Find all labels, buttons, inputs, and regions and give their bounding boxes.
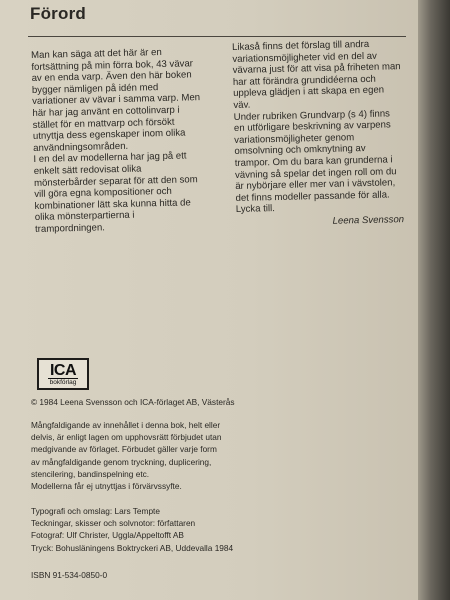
rights-line: av mångfaldigande genom tryckning, duplicering, (31, 456, 212, 467)
preface-right-column (232, 38, 404, 229)
page-title: Förord (30, 4, 86, 23)
rights-line: medgivande av förlaget. Förbudet gäller varje form (31, 444, 217, 455)
title-rule (28, 36, 406, 37)
preface-paragraph: Under rubriken Grundvarp (s 4) finns en utförligare beskrivning av varpens variationsmöjligheter genom omsolvning och omknytning av trampor. Om du bara kan grunderna i vävning så spelar det ingen roll om du är nybörjare eller mer van i vävstolen, det finns modeller passande för alla. Lycka till. (233, 108, 397, 216)
preface-paragraph: Likaså finns det förslag till andra variationsmöjligheter vid en del av vävarna just för att visa på friheten man har att förändra grundidéerna och uppleva glädjen i att skapa en egen väv. (232, 38, 401, 111)
preface-paragraph: Man kan säga att det här är en fortsättning på min förra bok, 43 vävar av en enda varp. Även den här boken bygger nämligen på idén med variationer av vävar i samma varp. Men här har jag använt en cottolinvarp i stället för en mattvarp och försökt utnyttja dess egenskaper inom olika användningsområden. (31, 47, 201, 154)
rights-line: delvis, är enligt lagen om upphovsrätt förbjudet utan (31, 432, 222, 443)
rights-notice (31, 419, 401, 492)
logo-brand: ICA (49, 361, 77, 379)
author-signature: Leena Svensson (332, 214, 405, 227)
rights-line: Modellerna får ej utnyttjas i förvärvssyfte. (31, 481, 182, 492)
credits-list (31, 505, 401, 554)
preface-paragraph: I en del av modellerna har jag på ett enkelt sätt redovisat olika mönsterbårder separat för att den som vill göra egna kompositioner och kombinationer lätt ska kunna hitta de olika mönsterpartierna i trampordningen. (33, 150, 198, 235)
credit-line: Typografi och omslag: Lars Tempte (31, 506, 160, 516)
credit-line: Fotograf: Ulf Christer, Uggla/Appeltofft AB (31, 530, 184, 541)
rights-line: stencilering, bandinspelning etc. (31, 468, 150, 479)
preface-left-column (31, 46, 203, 235)
isbn-line: ISBN 91-534-0850-0 (31, 570, 108, 580)
ica-publisher-logo (37, 358, 89, 390)
credit-line: Tryck: Bohusläningens Boktryckeri AB, Uddevalla 1984 (31, 542, 234, 553)
copyright-line: © 1984 Leena Svensson och ICA-förlaget AB, Västerås (31, 397, 235, 407)
book-spine-edge (418, 0, 450, 600)
rights-line: Mångfaldigande av innehållet i denna bok, helt eller (31, 420, 221, 430)
isbn (31, 569, 401, 581)
credit-line: Teckningar, skisser och solvnotor: författaren (31, 518, 196, 529)
logo-subtitle: bokförlag (49, 378, 77, 386)
copyright-notice (31, 396, 401, 408)
